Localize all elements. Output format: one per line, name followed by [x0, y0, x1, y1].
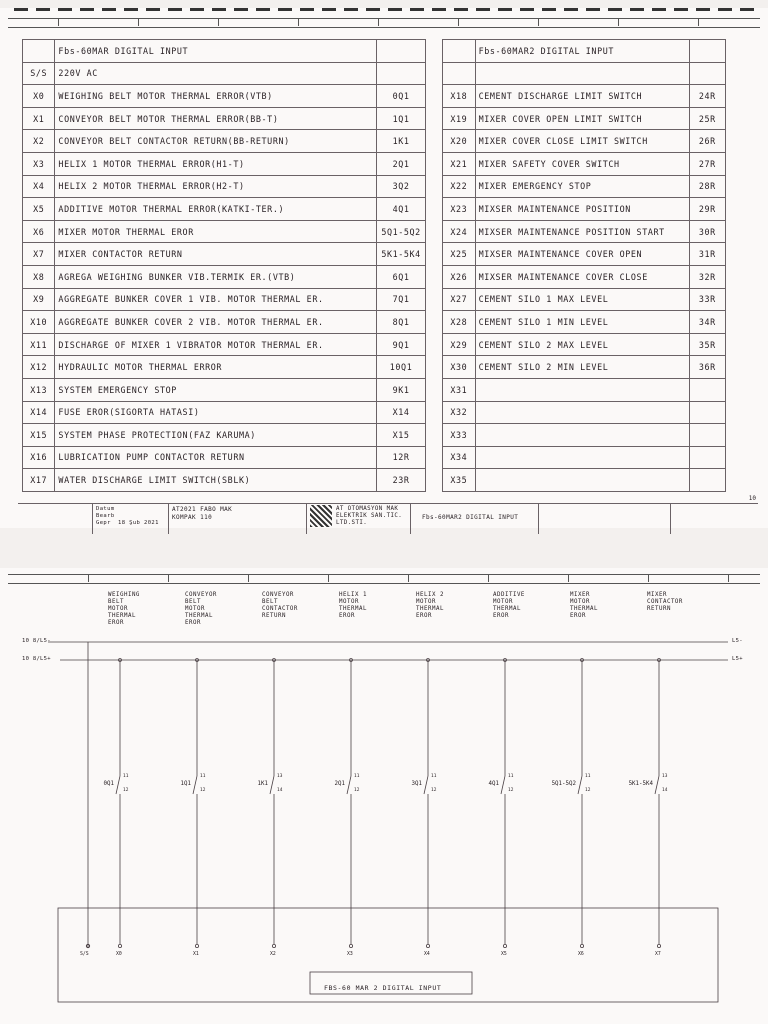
io-row — [23, 175, 426, 198]
io-reference: 0Q1 — [377, 85, 426, 108]
wiring-diagram-sheet — [0, 568, 768, 1024]
pin-number-bottom: 14 — [277, 788, 283, 793]
io-description: MIXER EMERGENCY STOP — [475, 175, 689, 198]
io-reference: 29R — [689, 198, 725, 221]
io-reference — [689, 469, 725, 492]
io-row — [23, 333, 426, 356]
io-address: X16 — [23, 446, 55, 469]
right-io-table — [442, 39, 726, 492]
io-reference: 26R — [689, 130, 725, 153]
module-label: FBS-60 MAR 2 DIGITAL INPUT — [324, 984, 442, 992]
terminal-dot — [580, 944, 583, 947]
io-address: X22 — [443, 175, 476, 198]
io-reference: 35R — [689, 333, 725, 356]
io-reference: 3Q2 — [377, 175, 426, 198]
plc-terminal: X2 — [270, 952, 276, 957]
io-row — [443, 243, 726, 266]
io-row — [443, 288, 726, 311]
io-description — [475, 424, 689, 447]
contact-reference: 3Q1 — [411, 781, 422, 787]
contact-switch — [501, 776, 505, 794]
pin-number-bottom: 12 — [431, 788, 437, 793]
terminal-dot — [503, 944, 506, 947]
io-row — [23, 401, 426, 424]
voltage-label: 220V AC — [55, 62, 377, 85]
project-name: AT2021 FABO MAK — [172, 506, 233, 513]
pin-number-top: 11 — [123, 774, 129, 779]
io-address: X7 — [23, 243, 55, 266]
io-address: X2 — [23, 130, 55, 153]
io-row — [443, 220, 726, 243]
io-address: X20 — [443, 130, 476, 153]
io-row — [443, 333, 726, 356]
io-row — [23, 311, 426, 334]
io-address: X19 — [443, 107, 476, 130]
io-reference: 24R — [689, 85, 725, 108]
pin-number-bottom: 12 — [585, 788, 591, 793]
io-address: X23 — [443, 198, 476, 221]
contact-switch — [578, 776, 582, 794]
io-address: X28 — [443, 311, 476, 334]
io-reference: X15 — [377, 424, 426, 447]
io-description: MIXSER MAINTENANCE COVER CLOSE — [475, 265, 689, 288]
pin-number-bottom: 12 — [123, 788, 129, 793]
pin-number-bottom: 12 — [354, 788, 360, 793]
io-description: CEMENT SILO 1 MAX LEVEL — [475, 288, 689, 311]
plc-terminal: X5 — [501, 952, 507, 957]
io-reference: 1K1 — [377, 130, 426, 153]
io-row — [23, 378, 426, 401]
io-description: MIXSER MAINTENANCE POSITION START — [475, 220, 689, 243]
plc-terminal: X0 — [116, 952, 122, 957]
io-description: CONVEYOR BELT CONTACTOR RETURN(BB-RETURN) — [55, 130, 377, 153]
signal-label: CONVEYOR BELT CONTACTOR RETURN — [262, 592, 298, 619]
io-row — [23, 446, 426, 469]
io-reference: 5Q1-5Q2 — [377, 220, 426, 243]
signal-label: HELIX 2 MOTOR THERMAL EROR — [416, 592, 444, 619]
io-row — [443, 107, 726, 130]
io-row — [443, 175, 726, 198]
io-address: X12 — [23, 356, 55, 379]
left-io-table — [22, 39, 426, 492]
contact-reference: 1Q1 — [180, 781, 191, 787]
sheet-number: 10 — [748, 495, 756, 502]
io-reference: 9K1 — [377, 378, 426, 401]
plc-terminal: X4 — [424, 952, 430, 957]
terminal-dot — [272, 944, 275, 947]
io-row — [23, 198, 426, 221]
io-address: X6 — [23, 220, 55, 243]
right-table-title: Fbs-60MAR2 DIGITAL INPUT — [475, 40, 689, 63]
io-address: X33 — [443, 424, 476, 447]
io-address: X10 — [23, 311, 55, 334]
io-address: X9 — [23, 288, 55, 311]
io-description: AGREGA WEIGHING BUNKER VIB.TERMIK ER.(VTB) — [55, 265, 377, 288]
io-description: HELIX 2 MOTOR THERMAL ERROR(H2-T) — [55, 175, 377, 198]
io-address: X14 — [23, 401, 55, 424]
pin-number-top: 11 — [431, 774, 437, 779]
io-row — [443, 401, 726, 424]
io-address: X35 — [443, 469, 476, 492]
signal-label: CONVEYOR BELT MOTOR THERMAL EROR — [185, 592, 217, 626]
io-row — [23, 243, 426, 266]
io-address: X26 — [443, 265, 476, 288]
signal-label: HELIX 1 MOTOR THERMAL EROR — [339, 592, 367, 619]
io-reference: 32R — [689, 265, 725, 288]
io-reference: 2Q1 — [377, 152, 426, 175]
title-block — [18, 503, 758, 534]
io-reference: 28R — [689, 175, 725, 198]
io-reference: 12R — [377, 446, 426, 469]
contact-switch — [116, 776, 120, 794]
contact-switch — [193, 776, 197, 794]
terminal-dot — [118, 944, 121, 947]
io-row — [23, 220, 426, 243]
terminal-dot — [426, 944, 429, 947]
io-description — [475, 401, 689, 424]
signal-label: ADDITIVE MOTOR THERMAL EROR — [493, 592, 525, 619]
io-reference: 4Q1 — [377, 198, 426, 221]
io-address: X17 — [23, 469, 55, 492]
contact-reference: 0Q1 — [103, 781, 114, 787]
io-row — [443, 152, 726, 175]
io-description: WATER DISCHARGE LIMIT SWITCH(SBLK) — [55, 469, 377, 492]
io-address: X1 — [23, 107, 55, 130]
io-row — [23, 469, 426, 492]
io-row — [23, 424, 426, 447]
terminal-dot — [657, 944, 660, 947]
io-address: X3 — [23, 152, 55, 175]
plc-terminal: X7 — [655, 952, 661, 957]
io-description: CEMENT SILO 1 MIN LEVEL — [475, 311, 689, 334]
io-address: X29 — [443, 333, 476, 356]
io-address: X8 — [23, 265, 55, 288]
io-description: CEMENT SILO 2 MIN LEVEL — [475, 356, 689, 379]
io-row — [23, 85, 426, 108]
io-row — [23, 130, 426, 153]
pin-number-top: 13 — [662, 774, 668, 779]
contact-reference: 2Q1 — [334, 781, 345, 787]
io-description: CEMENT DISCHARGE LIMIT SWITCH — [475, 85, 689, 108]
pin-number-top: 11 — [585, 774, 591, 779]
io-address: X4 — [23, 175, 55, 198]
io-reference: 27R — [689, 152, 725, 175]
io-address: X13 — [23, 378, 55, 401]
right-header-row — [443, 40, 726, 63]
terminal-dot — [195, 944, 198, 947]
company-name-2: ELEKTRIK SAN.TIC. — [336, 513, 403, 519]
io-row — [443, 198, 726, 221]
plc-terminal: X1 — [193, 952, 199, 957]
io-description: CEMENT SILO 2 MAX LEVEL — [475, 333, 689, 356]
io-reference: 6Q1 — [377, 265, 426, 288]
company-logo-icon — [310, 505, 332, 527]
contact-switch — [655, 776, 659, 794]
bus-label-plus-right: L5+ — [732, 656, 743, 662]
contact-reference: 5Q1-5Q2 — [551, 781, 576, 787]
contact-switch — [347, 776, 351, 794]
left-header-row-2 — [23, 62, 426, 85]
io-reference: 7Q1 — [377, 288, 426, 311]
io-reference: 5K1-5K4 — [377, 243, 426, 266]
io-row — [443, 85, 726, 108]
io-address: X21 — [443, 152, 476, 175]
tb-label-bearb: Bearb — [96, 513, 115, 519]
io-address: X34 — [443, 446, 476, 469]
signal-label: MIXER MOTOR THERMAL EROR — [570, 592, 598, 619]
io-description: SYSTEM PHASE PROTECTION(FAZ KARUMA) — [55, 424, 377, 447]
io-row — [23, 356, 426, 379]
io-description — [475, 378, 689, 401]
io-row — [443, 446, 726, 469]
io-address: X25 — [443, 243, 476, 266]
io-reference — [689, 378, 725, 401]
io-description: MIXER MOTOR THERMAL EROR — [55, 220, 377, 243]
right-header-row-2 — [443, 62, 726, 85]
pin-number-bottom: 14 — [662, 788, 668, 793]
contact-reference: 5K1-5K4 — [628, 781, 653, 787]
bus-label-minus-right: L5- — [732, 638, 743, 644]
io-address: X27 — [443, 288, 476, 311]
tb-label-gepr: Gepr — [96, 520, 111, 526]
drawing-title: Fbs-60MAR2 DIGITAL INPUT — [422, 514, 519, 521]
column-ruler — [8, 18, 760, 28]
project-model: KOMPAK 110 — [172, 514, 213, 521]
contact-switch — [424, 776, 428, 794]
io-description: AGGREGATE BUNKER COVER 2 VIB. MOTOR THERMAL ER. — [55, 311, 377, 334]
io-description: MIXER SAFETY COVER SWITCH — [475, 152, 689, 175]
io-description: ADDITIVE MOTOR THERMAL ERROR(KATKI-TER.) — [55, 198, 377, 221]
io-reference: X14 — [377, 401, 426, 424]
io-reference: 34R — [689, 311, 725, 334]
io-reference: 10Q1 — [377, 356, 426, 379]
signal-label: MIXER CONTACTOR RETURN — [647, 592, 683, 612]
io-row — [23, 288, 426, 311]
io-address: X18 — [443, 85, 476, 108]
io-address: X11 — [23, 333, 55, 356]
pin-number-top: 13 — [277, 774, 283, 779]
io-description: WEIGHING BELT MOTOR THERMAL ERROR(VTB) — [55, 85, 377, 108]
io-row — [443, 265, 726, 288]
left-header-row — [23, 40, 426, 63]
pin-number-top: 11 — [200, 774, 206, 779]
io-address: X24 — [443, 220, 476, 243]
io-description: MIXER COVER OPEN LIMIT SWITCH — [475, 107, 689, 130]
pin-number-top: 11 — [354, 774, 360, 779]
io-reference: 9Q1 — [377, 333, 426, 356]
io-address: X0 — [23, 85, 55, 108]
sheet-edge-dashes — [14, 8, 758, 11]
io-row — [443, 424, 726, 447]
io-row — [443, 378, 726, 401]
io-description: MIXSER MAINTENANCE COVER OPEN — [475, 243, 689, 266]
tb-label-datum: Datum — [96, 506, 115, 512]
io-description — [475, 469, 689, 492]
io-reference: 36R — [689, 356, 725, 379]
io-row — [443, 356, 726, 379]
io-row — [23, 152, 426, 175]
io-row — [23, 107, 426, 130]
io-description: DISCHARGE OF MIXER 1 VIBRATOR MOTOR THERMAL ER. — [55, 333, 377, 356]
io-list-sheet — [0, 8, 768, 528]
bus-label-plus: 10 8/L5+ — [22, 656, 51, 662]
io-description: FUSE EROR(SIGORTA HATASI) — [55, 401, 377, 424]
io-reference: 33R — [689, 288, 725, 311]
io-description: MIXSER MAINTENANCE POSITION — [475, 198, 689, 221]
io-description: MIXER CONTACTOR RETURN — [55, 243, 377, 266]
plc-terminal: X3 — [347, 952, 353, 957]
io-reference — [689, 446, 725, 469]
pin-number-bottom: 12 — [200, 788, 206, 793]
contact-switch — [270, 776, 274, 794]
io-description: MIXER COVER CLOSE LIMIT SWITCH — [475, 130, 689, 153]
io-reference — [689, 424, 725, 447]
company-name-3: LTD.STI. — [336, 520, 368, 526]
signal-label: WEIGHING BELT MOTOR THERMAL EROR — [108, 592, 140, 626]
company-name: AT OTOMASYON MAK — [336, 506, 399, 512]
contact-reference: 1K1 — [257, 781, 268, 787]
pin-number-bottom: 12 — [508, 788, 514, 793]
io-reference — [689, 401, 725, 424]
bus-label-minus: 10 8/L5- — [22, 638, 51, 644]
contact-reference: 4Q1 — [488, 781, 499, 787]
io-row — [443, 311, 726, 334]
io-description: HYDRAULIC MOTOR THERMAL ERROR — [55, 356, 377, 379]
tb-date: 18 Şub 2021 — [118, 520, 159, 526]
io-description: CONVEYOR BELT MOTOR THERMAL ERROR(BB-T) — [55, 107, 377, 130]
io-reference: 31R — [689, 243, 725, 266]
io-address: X32 — [443, 401, 476, 424]
io-reference: 1Q1 — [377, 107, 426, 130]
io-reference: 30R — [689, 220, 725, 243]
io-address: X30 — [443, 356, 476, 379]
io-address: X31 — [443, 378, 476, 401]
io-reference: 25R — [689, 107, 725, 130]
io-address: X15 — [23, 424, 55, 447]
io-description — [475, 446, 689, 469]
io-row — [443, 130, 726, 153]
io-address: X5 — [23, 198, 55, 221]
pin-number-top: 11 — [508, 774, 514, 779]
io-reference: 23R — [377, 469, 426, 492]
io-description: HELIX 1 MOTOR THERMAL ERROR(H1-T) — [55, 152, 377, 175]
terminal-ss: S/S — [80, 952, 89, 957]
terminal-dot — [349, 944, 352, 947]
io-description: AGGREGATE BUNKER COVER 1 VIB. MOTOR THERMAL ER. — [55, 288, 377, 311]
io-description: SYSTEM EMERGENCY STOP — [55, 378, 377, 401]
io-reference: 8Q1 — [377, 311, 426, 334]
ss-label: S/S — [23, 62, 55, 85]
io-row — [23, 265, 426, 288]
left-table-title: Fbs-60MAR DIGITAL INPUT — [55, 40, 377, 63]
io-description: LUBRICATION PUMP CONTACTOR RETURN — [55, 446, 377, 469]
plc-terminal: X6 — [578, 952, 584, 957]
io-row — [443, 469, 726, 492]
